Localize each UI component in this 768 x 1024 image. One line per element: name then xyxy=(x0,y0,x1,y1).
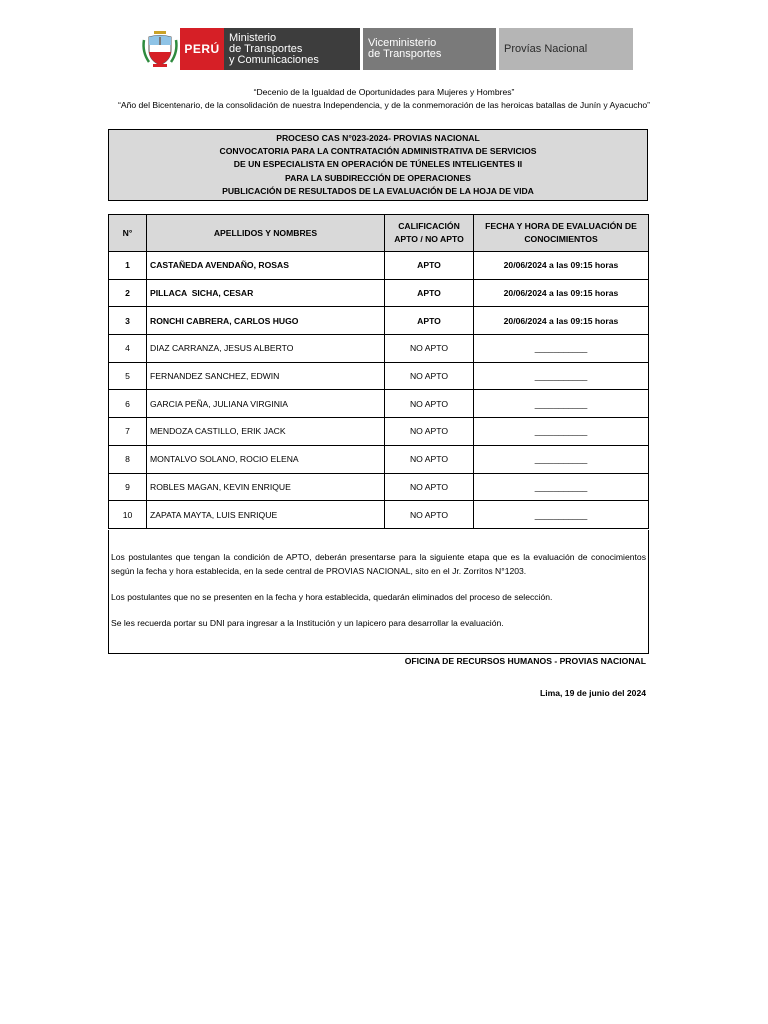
cell-n: 5 xyxy=(109,362,147,390)
cell-name: ZAPATA MAYTA, LUIS ENRIQUE xyxy=(147,501,385,529)
cell-name: RONCHI CABRERA, CARLOS HUGO xyxy=(147,307,385,335)
quote-line2: “Año del Bicentenario, de la consolidación de nuestra Independencia, y de la conmemoración de las heroicas batallas de Junín y Ayacucho” xyxy=(117,100,651,110)
cell-calificacion: NO APTO xyxy=(385,390,474,418)
cell-calificacion: NO APTO xyxy=(385,445,474,473)
table-row xyxy=(109,445,649,473)
title-line5: PUBLICACIÓN DE RESULTADOS DE LA EVALUACIÓN DE LA HOJA DE VIDA xyxy=(222,185,534,196)
note-paragraph-1: Los postulantes que tengan la condición de APTO, deberán presentarse para la siguiente etapa que es la evaluación de conocimientos según la fecha y hora establecida, en la sede central de PROVIAS NACIONAL, sito en el Jr. Zorritos N°1203. xyxy=(111,552,646,576)
cell-name: CASTAÑEDA AVENDAÑO, ROSAS xyxy=(147,252,385,280)
header-calificacion xyxy=(385,215,474,252)
cell-calificacion: NO APTO xyxy=(385,362,474,390)
cell-calificacion: NO APTO xyxy=(385,473,474,501)
cell-n: 8 xyxy=(109,445,147,473)
header-cal-line1: CALIFICACIÓN xyxy=(398,221,460,231)
cell-n: 1 xyxy=(109,252,147,280)
ministry-line2: de Transportes xyxy=(229,42,303,55)
cell-calificacion: NO APTO xyxy=(385,418,474,446)
header-fecha-line2: CONOCIMIENTOS xyxy=(524,234,598,244)
table-row xyxy=(109,307,649,335)
note-paragraph-2: Los postulantes que no se presenten en la fecha y hora establecida, quedarán eliminados del proceso de selección. xyxy=(111,592,553,602)
process-title-box xyxy=(108,129,648,201)
cell-name: PILLACA SICHA, CESAR xyxy=(147,279,385,307)
cell-n: 6 xyxy=(109,390,147,418)
cell-name: MONTALVO SOLANO, ROCIO ELENA xyxy=(147,445,385,473)
ministry-block xyxy=(224,28,360,70)
place-date: Lima, 19 de junio del 2024 xyxy=(539,688,646,698)
cell-fecha: ___________ xyxy=(474,362,649,390)
quote-line1: “Decenio de la Igualdad de Oportunidades para Mujeres y Hombres” xyxy=(253,87,515,97)
table-row xyxy=(109,279,649,307)
cell-n: 7 xyxy=(109,418,147,446)
cell-fecha: 20/06/2024 a las 09:15 horas xyxy=(474,307,649,335)
cell-calificacion: APTO xyxy=(385,252,474,280)
table-row xyxy=(109,362,649,390)
cell-n: 9 xyxy=(109,473,147,501)
cell-name: DIAZ CARRANZA, JESUS ALBERTO xyxy=(147,335,385,363)
coat-of-arms-icon xyxy=(140,28,180,70)
official-year-quotes xyxy=(0,86,768,112)
cell-calificacion: APTO xyxy=(385,307,474,335)
cell-name: MENDOZA CASTILLO, ERIK JACK xyxy=(147,418,385,446)
cell-fecha: ___________ xyxy=(474,418,649,446)
table-row xyxy=(109,501,649,529)
cell-fecha: ___________ xyxy=(474,501,649,529)
vice-ministry-block xyxy=(363,28,496,70)
cell-n: 2 xyxy=(109,279,147,307)
table-row xyxy=(109,390,649,418)
peru-label: PERÚ xyxy=(180,28,224,70)
header-logo-bar xyxy=(140,28,633,70)
title-line1: PROCESO CAS N°023-2024- PROVIAS NACIONAL xyxy=(276,133,480,143)
cell-n: 10 xyxy=(109,501,147,529)
cell-fecha: ___________ xyxy=(474,390,649,418)
ministry-line1: Ministerio xyxy=(229,31,277,44)
title-line4: PARA LA SUBDIRECCIÓN DE OPERACIONES xyxy=(285,172,471,183)
cell-fecha: 20/06/2024 a las 09:15 horas xyxy=(474,252,649,280)
header-name: APELLIDOS Y NOMBRES xyxy=(147,215,385,252)
cell-calificacion: NO APTO xyxy=(385,335,474,363)
office-signature: OFICINA DE RECURSOS HUMANOS - PROVIAS NACIONAL xyxy=(404,656,646,666)
table-row xyxy=(109,418,649,446)
cell-name: FERNANDEZ SANCHEZ, EDWIN xyxy=(147,362,385,390)
instructions-box xyxy=(108,530,649,654)
header-cal-line2: APTO / NO APTO xyxy=(394,234,464,244)
table-header-row xyxy=(109,215,649,252)
provias-block xyxy=(499,28,633,70)
header-fecha-line1: FECHA Y HORA DE EVALUACIÓN DE xyxy=(485,221,637,231)
table-row xyxy=(109,335,649,363)
cell-calificacion: APTO xyxy=(385,279,474,307)
header-n: N° xyxy=(109,215,147,252)
cell-fecha: ___________ xyxy=(474,473,649,501)
title-line2: CONVOCATORIA PARA LA CONTRATACIÓN ADMINISTRATIVA DE SERVICIOS xyxy=(219,146,537,157)
cell-fecha: ___________ xyxy=(474,335,649,363)
table-row xyxy=(109,252,649,280)
provias-label: Provías Nacional xyxy=(504,42,588,55)
results-table xyxy=(108,214,649,529)
title-line3: DE UN ESPECIALISTA EN OPERACIÓN DE TÚNELES INTELIGENTES II xyxy=(233,159,523,170)
cell-name: ROBLES MAGAN, KEVIN ENRIQUE xyxy=(147,473,385,501)
cell-n: 4 xyxy=(109,335,147,363)
ministry-line3: y Comunicaciones xyxy=(229,53,319,66)
cell-n: 3 xyxy=(109,307,147,335)
table-row xyxy=(109,473,649,501)
cell-fecha: ___________ xyxy=(474,445,649,473)
note-paragraph-3: Se les recuerda portar su DNI para ingresar a la Institución y un lapicero para desarrollar la evaluación. xyxy=(111,618,504,628)
header-fecha xyxy=(474,215,649,252)
vice-line2: de Transportes xyxy=(368,48,442,60)
cell-fecha: 20/06/2024 a las 09:15 horas xyxy=(474,279,649,307)
cell-name: GARCIA PEÑA, JULIANA VIRGINIA xyxy=(147,390,385,418)
vice-line1: Viceministerio xyxy=(368,37,437,49)
cell-calificacion: NO APTO xyxy=(385,501,474,529)
